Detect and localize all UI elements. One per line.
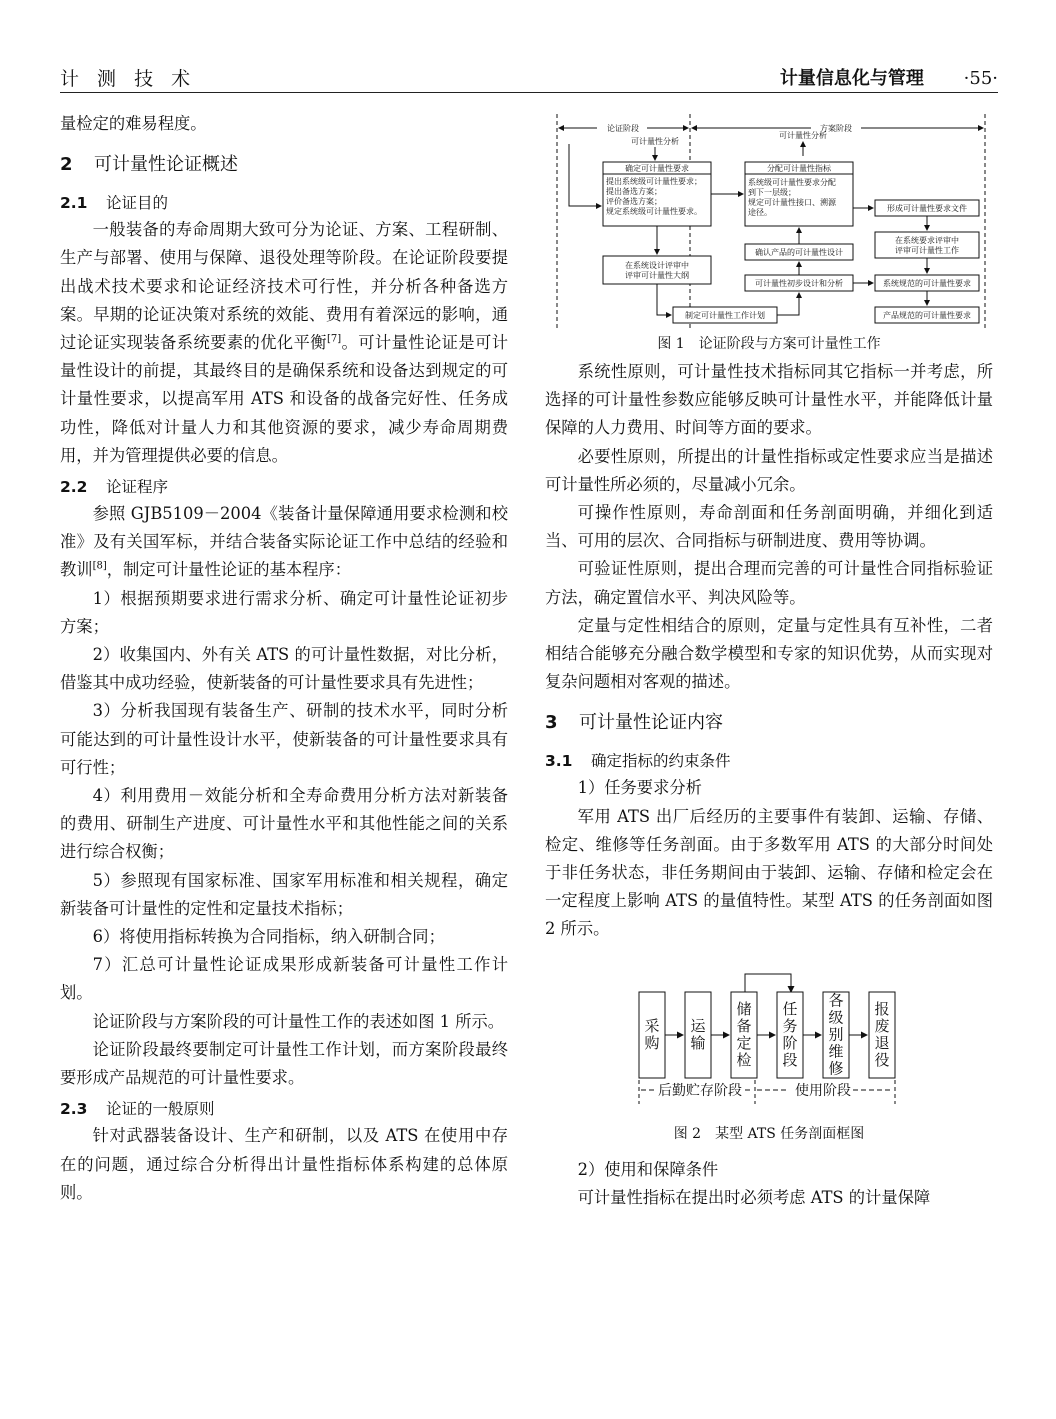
paragraph-verifiability: 可验证性原则，提出合理而完善的可计量性合同指标验证方法，确定置信水平、判决风险等。 — [545, 559, 993, 607]
figure-2-diagram — [545, 944, 993, 1124]
subsection-number: 3.1 — [545, 752, 573, 771]
figure-2 — [545, 944, 993, 1156]
paragraph-text: 。可计量性论证是可计量性设计的前提，其最终目的是确保系统和设备达到规定的可计量性要求，以提高军用 ATS 和设备的战备完好性、任务成功性，降低对计量人力和其他资源的要求，减少寿命周期费用，并为管理提供必要的信息。 — [60, 333, 508, 465]
left-column — [60, 110, 508, 1207]
subsection-2-2-heading — [60, 474, 508, 500]
sub-heading-task: 1）任务要求分析 — [577, 778, 702, 798]
figure-2-caption: 图 2 某型 ATS 任务剖面框图 — [673, 1125, 865, 1142]
profile-box-char: 储 — [736, 999, 752, 1018]
profile-box-char: 采 — [644, 1016, 660, 1035]
profile-box-char: 阶 — [782, 1033, 798, 1052]
box-line: 系统级可计量性要求分配 — [748, 178, 836, 187]
list-item: 5）参照现有国家标准、国家军用标准和相关规程，确定新装备可计量性的定性和定量技术指标； — [60, 870, 508, 918]
running-header — [60, 60, 998, 93]
subsection-number: 2.3 — [60, 1100, 88, 1119]
profile-box-char: 各 — [828, 991, 844, 1010]
section-number: 3 — [545, 712, 558, 734]
profile-box-char: 退 — [874, 1033, 890, 1052]
list-item: 4）利用费用－效能分析和全寿命费用分析方法对新装备的费用、研制生产进度、可计量性水平和其他性能之间的关系进行综合权衡； — [60, 786, 508, 862]
analysis-label-right: 可计量性分析 — [779, 131, 827, 140]
paragraph-systematic: 系统性原则，可计量性技术指标同其它指标一并考虑，所选择的可计量性参数应能够反映可计量性水平，并能降低计量保障的人力费用、时间等方面的要求。 — [545, 362, 993, 438]
box-text: 在系统设计评审中 — [625, 261, 689, 270]
paragraph-text: 一般装备的寿命周期大致可分为论证、方案、工程研制、生产与部署、使用与保障、退役处理等阶段。在论证阶段要提出战术技术要求和论证经济技术可行性，并分析各种备选方案。早期的论证决策对系统的效能、费用有着深远的影响，通过论证实现装备系统要素的优化平衡 — [60, 220, 508, 353]
section-2-heading — [60, 152, 508, 178]
list-item: 3）分析我国现有装备生产、研制的技术水平，同时分析可能达到的可计量性设计水平，使新装备的可计量性要求具有可行性； — [60, 701, 508, 777]
subsection-title: 论证目的 — [106, 194, 169, 213]
box-line: 规定系统级可计量性要求。 — [606, 207, 702, 216]
profile-box-char: 报 — [874, 999, 890, 1018]
phase-label-scheme: 方案阶段 — [820, 124, 852, 133]
subsection-2-3-heading — [60, 1096, 508, 1122]
paragraph-figure-ref: 论证阶段与方案阶段的可计量性工作的表述如图 1 所示。 — [92, 1011, 505, 1031]
subsection-2-1-heading — [60, 190, 508, 216]
box-line: 到下一层级； — [748, 188, 796, 197]
paragraph-text: ，制定可计量性论证的基本程序： — [106, 560, 351, 580]
phase-logistics-storage: 后勤贮存阶段 — [658, 1082, 742, 1099]
box-text: 可计量性初步设计和分析 — [755, 279, 843, 288]
journal-name: 计 测 技 术 — [60, 68, 197, 90]
list-item: 1）根据预期要求进行需求分析、确定可计量性论证初步方案； — [60, 588, 508, 636]
profile-box-char: 务 — [782, 1016, 798, 1035]
subsection-title: 确定指标的约束条件 — [591, 752, 731, 771]
box-line: 途径。 — [748, 208, 772, 217]
paragraph-continued: 量检定的难易程度。 — [60, 114, 207, 133]
paragraph-operability: 可操作性原则，寿命剖面和任务剖面明确，并细化到适当、可用的层次、合同指标与研制进度、费用等协调。 — [545, 503, 993, 551]
box-text: 制定可计量性工作计划 — [685, 311, 765, 320]
profile-box-char: 购 — [644, 1033, 660, 1052]
box-line: 提出备选方案； — [606, 187, 662, 196]
box-line: 规定可计量性接口、溯源 — [748, 198, 836, 207]
box-text: 确认产品的可计量性设计 — [755, 248, 843, 257]
box-line: 提出系统级可计量性要求； — [606, 177, 702, 186]
profile-box-char: 备 — [736, 1016, 752, 1035]
box-text: 形成可计量性要求文件 — [887, 204, 967, 213]
profile-box-char: 级 — [828, 1008, 844, 1027]
section-number: 2 — [60, 154, 73, 176]
paragraph-purpose — [60, 216, 508, 470]
sub-heading-support: 2）使用和保障条件 — [577, 1159, 719, 1179]
subsection-number: 2.2 — [60, 478, 88, 497]
paragraph-necessity: 必要性原则，所提出的计量性指标或定性要求应当是描述可计量性所必须的，尽量减小冗余。 — [545, 446, 993, 494]
phase-use: 使用阶段 — [795, 1082, 851, 1099]
paragraph-principles: 针对武器装备设计、生产和研制，以及 ATS 在使用中存在的问题，通过综合分析得出计量性指标体系构建的总体原则。 — [60, 1126, 508, 1202]
profile-box-char: 役 — [874, 1050, 890, 1069]
analysis-label-left: 可计量性分析 — [631, 137, 679, 146]
figure-1-caption: 图 1 论证阶段与方案可计量性工作 — [657, 336, 881, 352]
section-name: 计量信息化与管理 — [779, 68, 924, 89]
box-line: 评价备选方案； — [606, 197, 662, 206]
citation: [8] — [92, 561, 107, 573]
section-title: 可计量性论证概述 — [94, 154, 238, 176]
section-title: 可计量性论证内容 — [579, 712, 723, 734]
paragraph-procedure — [60, 500, 508, 585]
subsection-3-1-heading — [545, 748, 993, 774]
profile-box-char: 废 — [874, 1016, 890, 1035]
box-text: 在系统要求评审中 — [895, 236, 959, 245]
paragraph-text: 参照 GJB5109－2004《装备计量保障通用要求检测和校准》及有关国军标，并结合装备实际论证工作中总结的经验和教训 — [60, 504, 508, 580]
phase-label-demonstration: 论证阶段 — [607, 124, 639, 133]
profile-box-char: 段 — [782, 1050, 798, 1069]
box-title: 确定可计量性要求 — [625, 164, 689, 173]
page-number: ·55· — [963, 68, 998, 89]
paragraph-plan: 论证阶段最终要制定可计量性工作计划，而方案阶段最终要形成产品规范的可计量性要求。 — [60, 1039, 508, 1088]
section-3-heading — [545, 710, 993, 736]
subsection-number: 2.1 — [60, 194, 88, 213]
list-item: 7）汇总可计量性论证成果形成新装备可计量性工作计划。 — [60, 955, 508, 1003]
paragraph-task-profile: 军用 ATS 出厂后经历的主要事件有装卸、运输、存储、检定、维修等任务剖面。由于多数军用 ATS 的大部分时间处于非任务状态，非任务期间由于装卸、运输、存储和检定会在一定程度上影响 ATS 的量值特性。某型 ATS 的任务剖面如图 2 所示。 — [545, 806, 993, 939]
profile-box-char: 定 — [736, 1033, 752, 1052]
profile-box-char: 检 — [736, 1050, 752, 1069]
list-item: 2）收集国内、外有关 ATS 的可计量性数据，对比分析，借鉴其中成功经验，使新装备的可计量性要求具有先进性； — [60, 645, 508, 693]
figure-1-diagram — [545, 94, 993, 334]
profile-box-char: 修 — [828, 1059, 844, 1078]
box-text: 产品规范的可计量性要求 — [883, 311, 971, 320]
figure-1 — [545, 94, 993, 358]
box-text: 评审可计量性工作 — [895, 246, 959, 255]
box-text: 系统规范的可计量性要求 — [883, 279, 971, 288]
profile-box-char: 输 — [690, 1033, 706, 1052]
list-item: 6）将使用指标转换为合同指标，纳入研制合同； — [92, 927, 445, 947]
profile-box-char: 运 — [690, 1016, 706, 1035]
header-right — [780, 64, 998, 90]
profile-box-char: 别 — [828, 1025, 844, 1044]
profile-box-char: 维 — [828, 1042, 844, 1061]
subsection-title: 论证的一般原则 — [106, 1100, 215, 1119]
box-title: 分配可计量性指标 — [767, 164, 831, 173]
citation: [7] — [326, 333, 342, 345]
right-column — [545, 94, 993, 1212]
profile-box-char: 任 — [782, 999, 798, 1018]
subsection-title: 论证程序 — [106, 478, 169, 497]
paragraph-support: 可计量性指标在提出时必须考虑 ATS 的计量保障 — [577, 1187, 931, 1207]
box-text: 评审可计量性大纲 — [625, 271, 689, 280]
paragraph-quantitative: 定量与定性相结合的原则，定量与定性具有互补性，二者相结合能够充分融合数学模型和专家的知识优势，从而实现对复杂问题相对客观的描述。 — [545, 615, 993, 692]
